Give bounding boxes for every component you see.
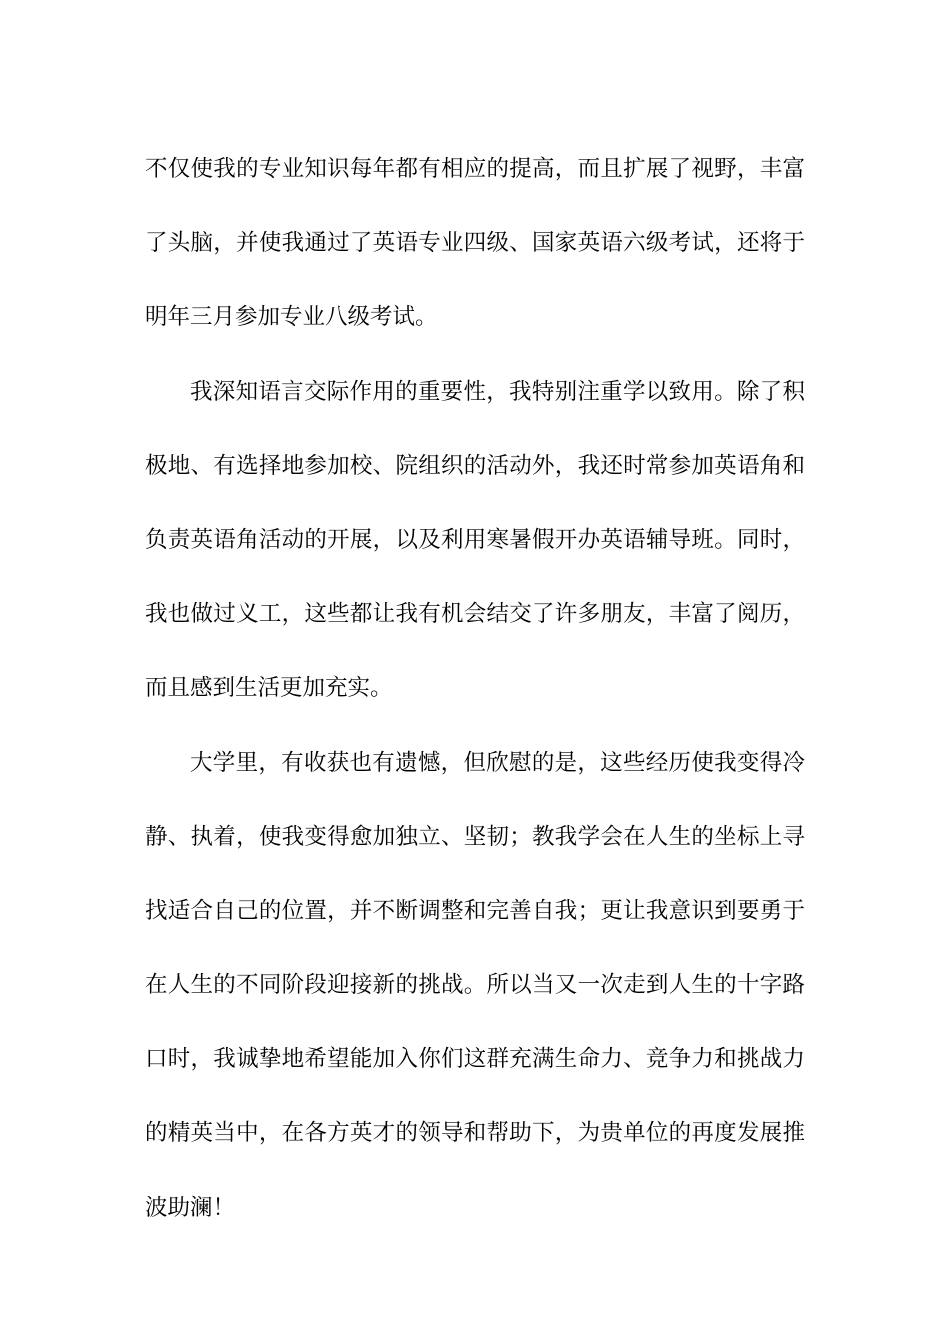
paragraph-2-line-4: 我也做过义工，这些都让我有机会结交了许多朋友，丰富了阅历， [145,601,805,628]
paragraph-1-line-1: 不仅使我的专业知识每年都有相应的提高，而且扩展了视野，丰富 [145,156,805,182]
paragraph-3-line-3: 找适合自己的位置，并不断调整和完善自我；更让我意识到要勇于 [145,897,805,924]
paragraph-3-line-2: 静、执着，使我变得愈加独立、坚韧；教我学会在人生的坐标上寻 [145,823,805,850]
document-body [145,132,805,1245]
paragraph-2-line-2: 极地、有选择地参加校、院组织的活动外，我还时常参加英语角和 [145,452,805,479]
paragraph-1-line-3: 明年三月参加专业八级考试。 [145,304,438,331]
paragraph-3-line-7: 波助澜！ [145,1194,236,1221]
paragraph-1-line-2: 了头脑，并使我通过了英语专业四级、国家英语六级考试，还将于 [145,230,805,257]
paragraph-3-line-5: 口时，我诚挚地希望能加入你们这群充满生命力、竞争力和挑战力 [145,1046,805,1073]
paragraph-3-line-1: 大学里，有收获也有遗憾，但欣慰的是，这些经历使我变得冷 [190,749,805,776]
paragraph-3-line-6: 的精英当中，在各方英才的领导和帮助下，为贵单位的再度发展推 [145,1120,805,1147]
paragraph-2-line-5: 而且感到生活更加充实。 [145,675,393,702]
paragraph-3-line-4: 在人生的不同阶段迎接新的挑战。所以当又一次走到人生的十字路 [145,972,805,999]
paragraph-2-line-1: 我深知语言交际作用的重要性，我特别注重学以致用。除了积 [190,378,805,405]
paragraph-2-line-3: 负责英语角活动的开展，以及利用寒暑假开办英语辅导班。同时， [145,526,805,553]
